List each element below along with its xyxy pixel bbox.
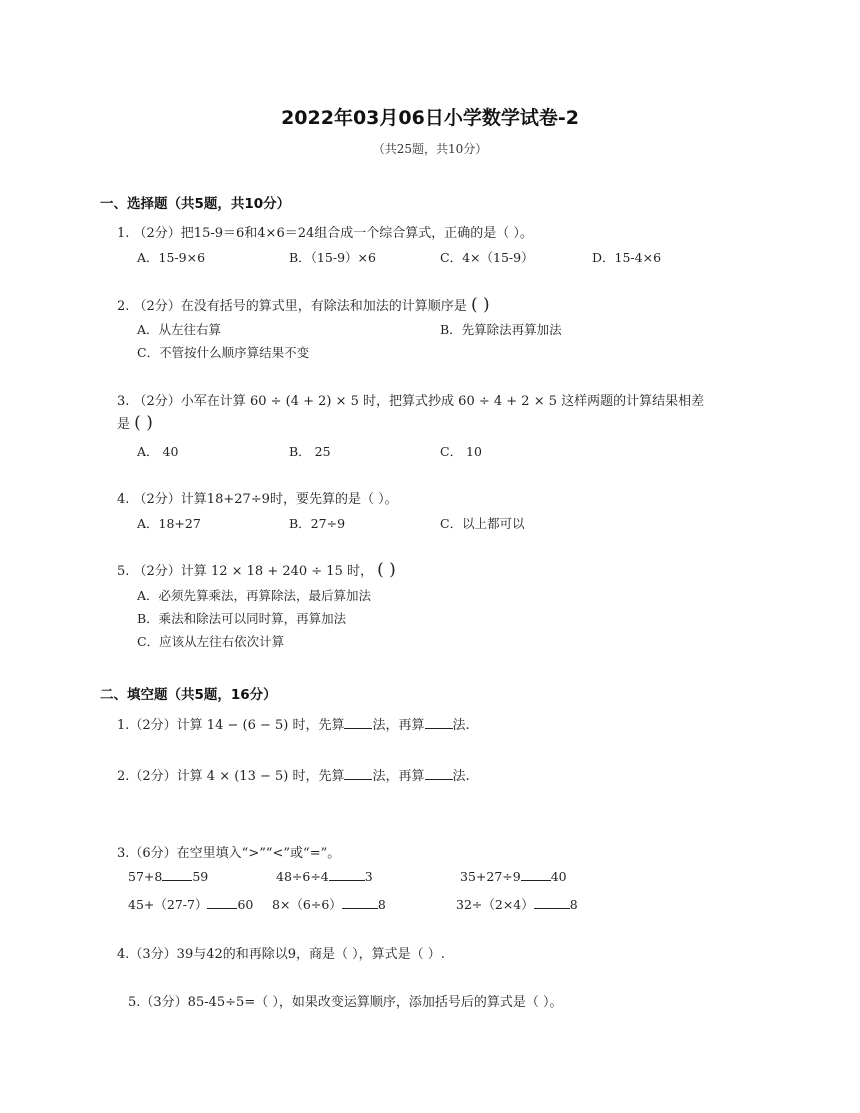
compare-right: 8 (377, 897, 386, 912)
answer-paren: ( ) (470, 295, 490, 315)
option-b: B．27÷9 (289, 516, 346, 531)
fill-question-1 (117, 714, 470, 733)
fill-question-2 (117, 765, 470, 784)
fill-question-4: 4.（3分）39与42的和再除以9，商是（ ），算式是（ ）. (117, 947, 445, 962)
question-3-text2: 是 (117, 417, 131, 432)
compare-right: 8 (569, 897, 578, 912)
compare-item (128, 868, 208, 884)
answer-blank (425, 767, 453, 780)
compare-left: 57+8 (128, 869, 163, 884)
fill-question-5: 5.（3分）85-45÷5=（ ），如果改变运算顺序，添加括号后的算式是（ ）。 (128, 995, 563, 1010)
compare-item (460, 868, 567, 884)
question-3: 3. （2分）小军在计算 60 ÷ (4 + 2) × 5 时，把算式抄成 60 ÷ 4 + 2 × 5 这样两题的计算结果相差 (117, 394, 705, 409)
option-c: C．4×（15-9） (440, 250, 534, 265)
option-b: B．先算除法再算加法 (440, 322, 562, 337)
option-a: A．必须先算乘法，再算除法，最后算加法 (137, 588, 372, 603)
option-a: A． 40 (137, 444, 179, 459)
fill-q1-part-a: 1.（2分）计算 14 − (6 − 5) 时，先算 (117, 718, 345, 733)
compare-right: 40 (550, 869, 567, 884)
section-heading-fill: 二、填空题（共5题，16分） (100, 687, 277, 703)
answer-blank (521, 868, 551, 881)
question-2 (117, 295, 490, 315)
answer-paren: ( ) (134, 413, 153, 433)
compare-item (272, 895, 386, 913)
option-c: C．以上都可以 (440, 516, 525, 531)
option-a: A．从左往右算 (137, 322, 222, 337)
section-heading-choice: 一、选择题（共5题，共10分） (100, 196, 291, 212)
compare-right: 3 (364, 869, 373, 884)
answer-blank (162, 868, 192, 881)
fill-question-3: 3.（6分）在空里填入“>”“<”或“=”。 (117, 846, 341, 861)
fill-q2-part-b: 法，再算 (372, 769, 425, 784)
option-b: B． 25 (289, 444, 331, 459)
compare-left: 32÷（2×4） (456, 897, 534, 912)
compare-left: 35+27÷9 (460, 869, 521, 884)
compare-right: 60 (237, 897, 254, 912)
option-c: C．应该从左往右依次计算 (137, 634, 285, 649)
compare-item (456, 895, 578, 913)
page-title: 2022年03月06日小学数学试卷-2 (281, 107, 579, 129)
fill-q2-part-a: 2.（2分）计算 4 × (13 − 5) 时，先算 (117, 769, 345, 784)
answer-blank (329, 868, 365, 881)
compare-right: 59 (192, 869, 209, 884)
answer-blank (207, 896, 237, 909)
page-subtitle: （共25题，共10分） (372, 142, 488, 156)
answer-blank (342, 896, 378, 909)
fill-q1-part-b: 法，再算 (372, 718, 425, 733)
question-3-line2 (117, 413, 153, 433)
fill-q1-part-c: 法. (452, 718, 470, 733)
compare-left: 8×（6÷6） (272, 897, 342, 912)
fill-q2-part-c: 法. (452, 769, 470, 784)
option-c: C． 10 (440, 444, 482, 459)
option-b: B．（15-9）×6 (289, 250, 376, 265)
option-d: D．15-4×6 (592, 250, 662, 265)
compare-item (128, 895, 253, 913)
option-a: A．15-9×6 (137, 250, 206, 265)
answer-blank (425, 716, 453, 729)
question-5 (117, 560, 396, 580)
answer-blank (534, 896, 570, 909)
answer-paren: ( ) (377, 560, 396, 580)
compare-item (276, 868, 373, 884)
option-b: B．乘法和除法可以同时算，再算加法 (137, 611, 347, 626)
option-c: C．不管按什么顺序算结果不变 (137, 345, 310, 360)
answer-blank (344, 767, 372, 780)
compare-left: 45+（27-7） (128, 897, 208, 912)
question-5-text: 5. （2分）计算 12 × 18 + 240 ÷ 15 时， (117, 564, 373, 579)
answer-blank (344, 716, 372, 729)
question-2-text: 2. （2分）在没有括号的算式里，有除法和加法的计算顺序是 (117, 299, 467, 314)
question-4: 4. （2分）计算18+27÷9时，要先算的是（ ）。 (117, 492, 398, 507)
option-a: A．18+27 (137, 516, 201, 531)
question-1: 1. （2分）把15-9＝6和4×6＝24组合成一个综合算式，正确的是（ ）。 (117, 226, 533, 241)
compare-left: 48÷6÷4 (276, 869, 329, 884)
